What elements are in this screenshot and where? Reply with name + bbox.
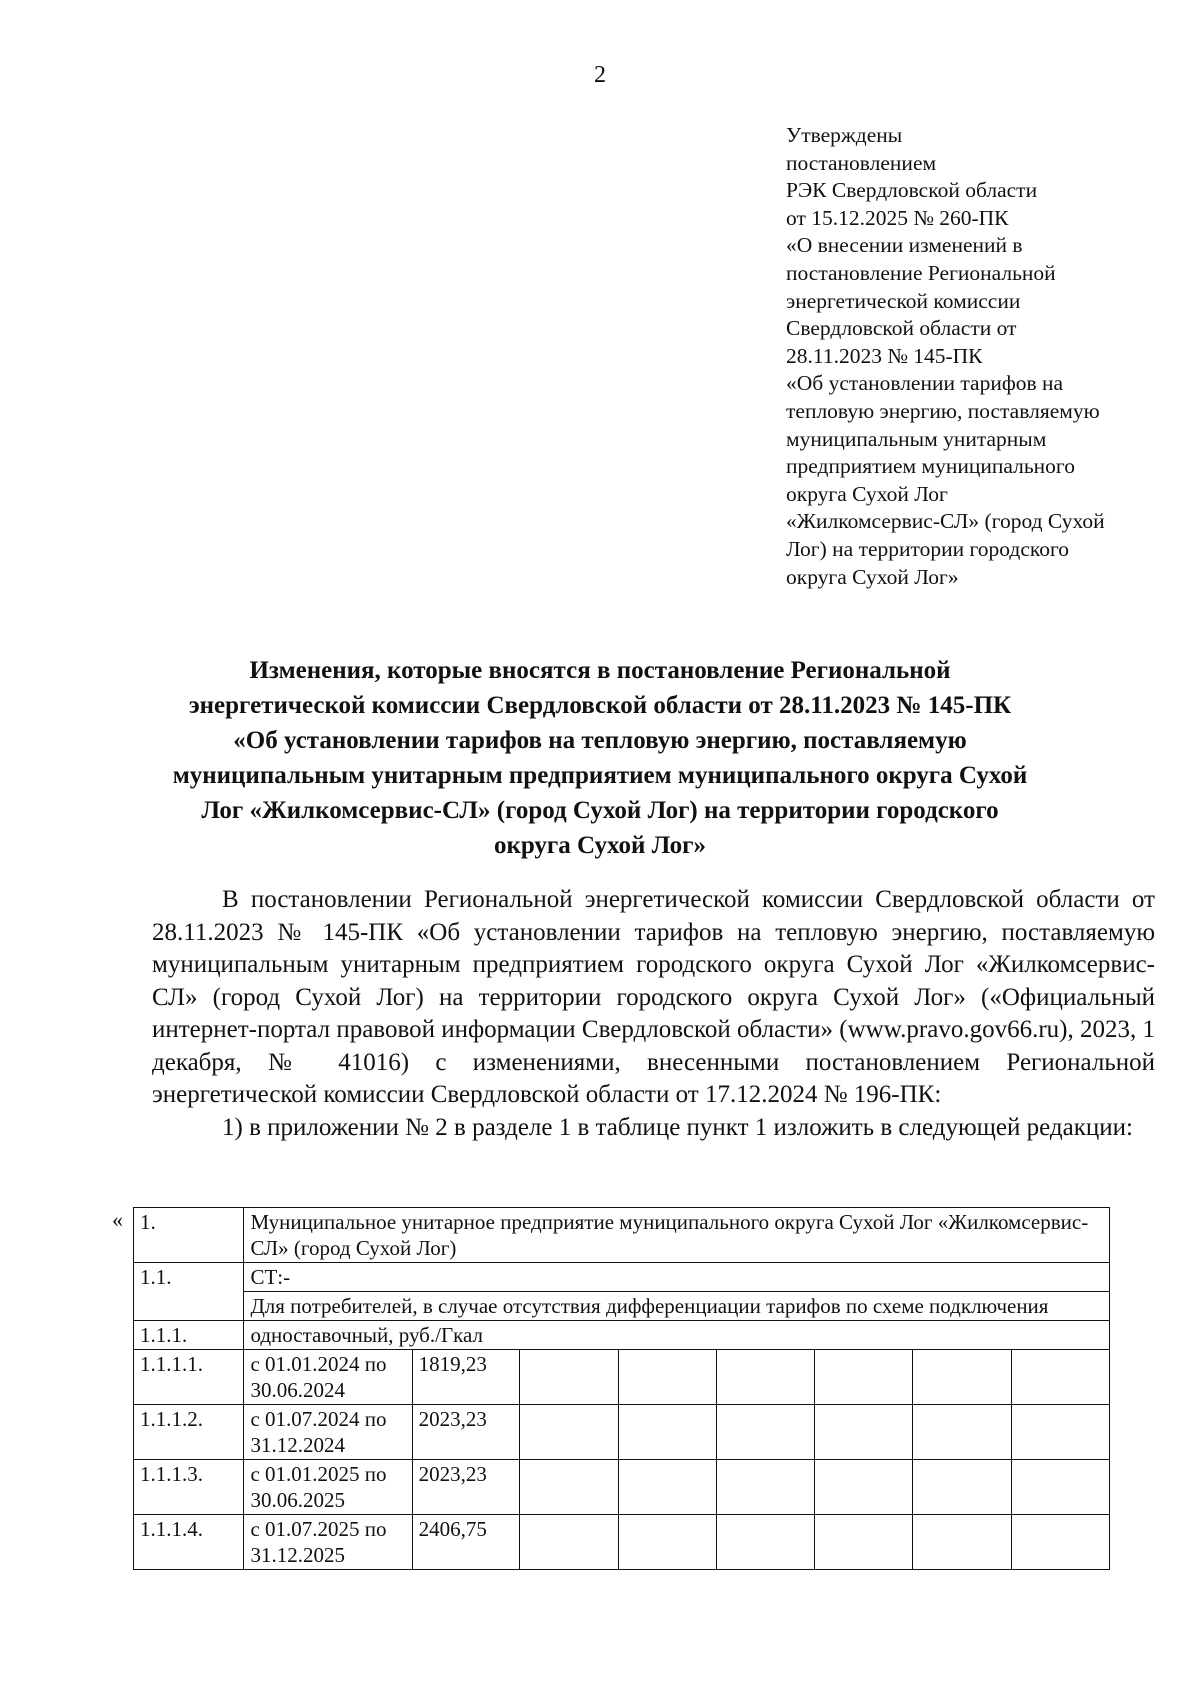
opening-quote: « — [112, 1207, 123, 1232]
empty-cell — [913, 1350, 1011, 1405]
row-code: 1.1. — [134, 1263, 244, 1321]
table-row — [134, 1321, 1110, 1350]
body-text — [152, 884, 1155, 1144]
row-code: 1.1.1.3. — [134, 1460, 244, 1515]
empty-cell — [716, 1515, 814, 1570]
period: с 01.01.2024 по 30.06.2024 — [244, 1350, 412, 1405]
table-row — [134, 1292, 1110, 1321]
document-title — [150, 653, 1050, 863]
table-row — [134, 1460, 1110, 1515]
period: с 01.01.2025 по 30.06.2025 — [244, 1460, 412, 1515]
empty-cell — [618, 1350, 716, 1405]
approval-block — [786, 122, 1166, 591]
heat-system: СТ:- — [244, 1263, 1110, 1292]
tariff-table — [133, 1207, 1110, 1570]
rate-type: одноставочный, руб./Гкал — [244, 1321, 1110, 1350]
empty-cell — [913, 1515, 1011, 1570]
empty-cell — [716, 1460, 814, 1515]
approval-line: постановление Региональной — [786, 260, 1056, 285]
empty-cell — [913, 1460, 1011, 1515]
approval-line: тепловую энергию, поставляемую — [786, 398, 1100, 423]
tariff-value: 2023,23 — [412, 1405, 520, 1460]
title-line: Изменения, которые вносятся в постановление Региональной — [249, 657, 951, 684]
empty-cell — [520, 1460, 618, 1515]
approval-line: «Об установлении тарифов на — [786, 371, 1064, 396]
approval-line: Свердловской области от — [786, 316, 1017, 341]
approval-line: округа Сухой Лог — [786, 481, 948, 506]
empty-cell — [520, 1515, 618, 1570]
consumer-group: Для потребителей, в случае отсутствия дифференциации тарифов по схеме подключения — [244, 1292, 1110, 1321]
empty-cell — [716, 1405, 814, 1460]
title-line: энергетической комиссии Свердловской области от 28.11.2023 № 145-ПК — [188, 692, 1012, 719]
period: с 01.07.2024 по 31.12.2024 — [244, 1405, 412, 1460]
empty-cell — [913, 1405, 1011, 1460]
table-row — [134, 1405, 1110, 1460]
approval-line: Утверждены — [786, 123, 903, 147]
table-row — [134, 1208, 1110, 1263]
row-code: 1.1.1.2. — [134, 1405, 244, 1460]
body-paragraph: В постановлении Региональной энергетической комиссии Свердловской области от 28.11.2023 № 145-ПК «Об установлении тарифов на тепловую энергию, поставляемую муниципальным унитарным предприятием городского округа Сухой Лог «Жилкомсервис-СЛ» (город Сухой Лог) на территории городского округа Сухой Лог» («Официальный интернет-портал правовой информации Свердловской области» (www.pravo.gov66.ru), 2023, 1 декабря, № 41016) с изменениями, внесенными постановлением Региональной энергетической комиссии Свердловской области от 17.12.2024 № 196-ПК: — [152, 886, 1155, 1108]
tariff-value: 2023,23 — [412, 1460, 520, 1515]
approval-line: округа Сухой Лог» — [786, 564, 959, 589]
empty-cell — [1011, 1350, 1109, 1405]
approval-line: предприятием муниципального — [786, 454, 1075, 479]
table-row — [134, 1515, 1110, 1570]
empty-cell — [1011, 1460, 1109, 1515]
approval-line: «Жилкомсервис-СЛ» (город Сухой — [786, 509, 1105, 534]
empty-cell — [618, 1515, 716, 1570]
approval-line: постановлением — [786, 150, 937, 175]
title-line: муниципальным унитарным предприятием муниципального округа Сухой — [172, 762, 1028, 789]
approval-line: от 15.12.2025 № 260-ПК — [786, 205, 1009, 230]
tariff-value: 1819,23 — [412, 1350, 520, 1405]
empty-cell — [618, 1460, 716, 1515]
row-code: 1.1.1. — [134, 1321, 244, 1350]
organization-name: Муниципальное унитарное предприятие муниципального округа Сухой Лог «Жилкомсервис-СЛ» (город Сухой Лог) — [244, 1208, 1110, 1263]
empty-cell — [815, 1515, 913, 1570]
empty-cell — [520, 1350, 618, 1405]
empty-cell — [520, 1405, 618, 1460]
approval-line: муниципальным унитарным — [786, 426, 1047, 451]
empty-cell — [815, 1405, 913, 1460]
body-paragraph: 1) в приложении № 2 в разделе 1 в таблице пункт 1 изложить в следующей редакции: — [222, 1113, 1133, 1141]
approval-line: энергетической комиссии — [786, 288, 1021, 313]
row-code: 1. — [134, 1208, 244, 1263]
empty-cell — [716, 1350, 814, 1405]
title-line: «Об установлении тарифов на тепловую энергию, поставляемую — [233, 727, 967, 754]
table-row — [134, 1350, 1110, 1405]
row-code: 1.1.1.4. — [134, 1515, 244, 1570]
period: с 01.07.2025 по 31.12.2025 — [244, 1515, 412, 1570]
row-code: 1.1.1.1. — [134, 1350, 244, 1405]
title-line: округа Сухой Лог» — [493, 832, 707, 859]
approval-line: 28.11.2023 № 145-ПК — [786, 343, 983, 368]
empty-cell — [1011, 1515, 1109, 1570]
approval-line: Лог) на территории городского — [786, 536, 1070, 561]
empty-cell — [815, 1460, 913, 1515]
empty-cell — [618, 1405, 716, 1460]
approval-line: «О внесении изменений в — [786, 233, 1023, 258]
empty-cell — [815, 1350, 913, 1405]
tariff-value: 2406,75 — [412, 1515, 520, 1570]
empty-cell — [1011, 1405, 1109, 1460]
table-row — [134, 1263, 1110, 1292]
page-number: 2 — [594, 62, 606, 88]
approval-line: РЭК Свердловской области — [786, 178, 1038, 203]
title-line: Лог «Жилкомсервис-СЛ» (город Сухой Лог) на территории городского — [201, 797, 999, 824]
